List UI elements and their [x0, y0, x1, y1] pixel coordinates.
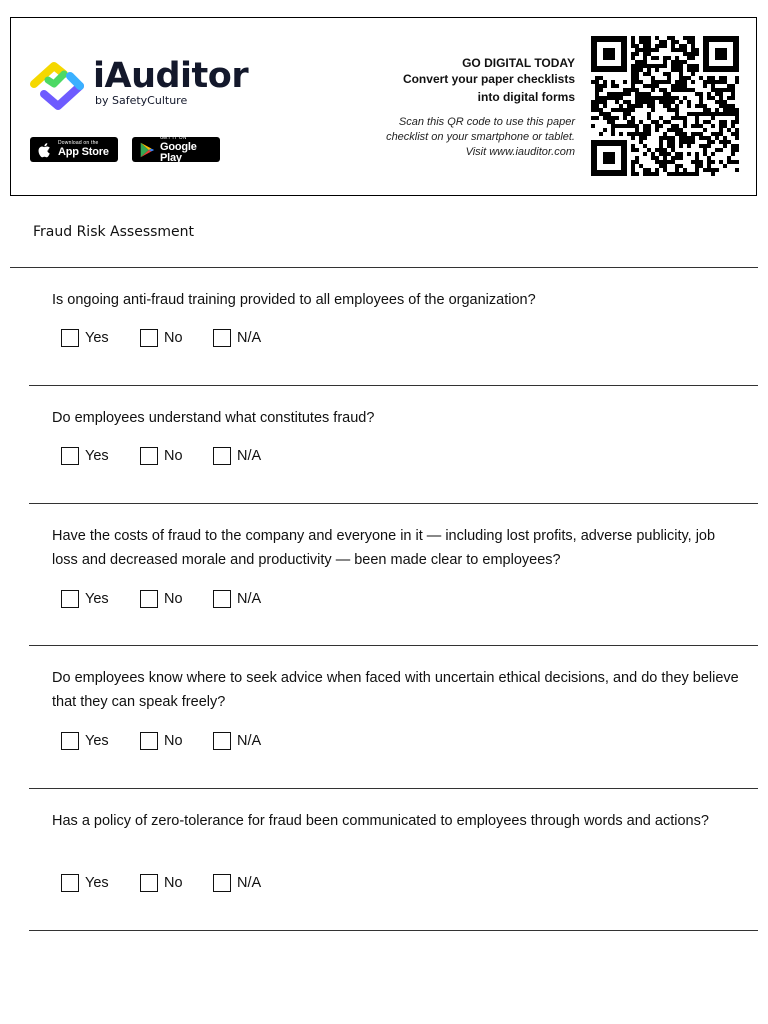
- option-no[interactable]: [140, 874, 213, 892]
- option-no[interactable]: [140, 590, 213, 608]
- option-no-label: No: [164, 875, 183, 891]
- option-na-label: N/A: [237, 448, 262, 464]
- option-yes-label: Yes: [85, 448, 109, 464]
- google-play-icon: [138, 141, 156, 159]
- checkbox-no[interactable]: [140, 732, 158, 750]
- option-no[interactable]: [140, 732, 213, 750]
- checkbox-na[interactable]: [213, 732, 231, 750]
- answer-options: [61, 590, 261, 608]
- checkbox-no[interactable]: [140, 329, 158, 347]
- question-item: [29, 268, 758, 386]
- option-na-label: N/A: [237, 591, 262, 607]
- option-na-label: N/A: [237, 733, 262, 749]
- brand-name: iAuditor: [93, 56, 249, 96]
- apple-icon: [36, 141, 54, 159]
- question-text: Do employees understand what constitutes fraud?: [52, 410, 375, 426]
- checkbox-yes[interactable]: [61, 329, 79, 347]
- option-na[interactable]: [213, 329, 261, 347]
- promo-note: Scan this QR code to use this paper checklist on your smartphone or tablet. Visit www.iauditor.com: [386, 116, 575, 158]
- checkbox-yes[interactable]: [61, 447, 79, 465]
- question-text: Have the costs of fraud to the company and everyone in it — including lost profits, adverse publicity, job loss and decreased morale and productivity — been made clear to employees?: [52, 528, 716, 568]
- document-title: Fraud Risk Assessment: [33, 224, 195, 240]
- option-yes[interactable]: [61, 874, 140, 892]
- checkbox-na[interactable]: [213, 329, 231, 347]
- checkbox-no[interactable]: [140, 590, 158, 608]
- option-na[interactable]: [213, 732, 261, 750]
- option-yes[interactable]: [61, 732, 140, 750]
- question-item: [29, 386, 758, 504]
- google-play-small-text: GET IT ON: [160, 134, 187, 141]
- iauditor-logo-icon: [30, 58, 84, 112]
- checkbox-yes[interactable]: [61, 874, 79, 892]
- answer-options: [61, 329, 261, 347]
- question-item: [29, 504, 758, 646]
- promo-line-2: into digital forms: [477, 90, 575, 104]
- app-store-badge[interactable]: [30, 137, 118, 162]
- option-no-label: No: [164, 330, 183, 346]
- question-item: [29, 646, 758, 789]
- google-play-badge[interactable]: [132, 134, 220, 164]
- option-yes-label: Yes: [85, 591, 109, 607]
- option-na[interactable]: [213, 590, 261, 608]
- question-item: [29, 789, 758, 931]
- option-yes[interactable]: [61, 590, 140, 608]
- option-na[interactable]: [213, 874, 261, 892]
- promo-header: [10, 17, 757, 196]
- option-no-label: No: [164, 448, 183, 464]
- checkbox-yes[interactable]: [61, 590, 79, 608]
- option-na-label: N/A: [237, 875, 262, 891]
- checkbox-na[interactable]: [213, 447, 231, 465]
- promo-line-1: Convert your paper checklists: [402, 72, 575, 86]
- option-na-label: N/A: [237, 330, 262, 346]
- option-yes[interactable]: [61, 329, 140, 347]
- checkbox-no[interactable]: [140, 447, 158, 465]
- question-text: Do employees know where to seek advice when faced with uncertain ethical decisions, and do they believe that they can speak freely?: [52, 670, 739, 710]
- question-text: Has a policy of zero-tolerance for fraud been communicated to employees through words and actions?: [52, 813, 709, 829]
- question-text: Is ongoing anti-fraud training provided to all employees of the organization?: [52, 292, 536, 308]
- option-no-label: No: [164, 733, 183, 749]
- checkbox-no[interactable]: [140, 874, 158, 892]
- promo-heading: GO DIGITAL TODAY: [462, 56, 575, 70]
- option-no[interactable]: [140, 447, 213, 465]
- app-store-small-text: Download on the: [58, 140, 99, 146]
- option-na[interactable]: [213, 447, 261, 465]
- checkbox-yes[interactable]: [61, 732, 79, 750]
- answer-options: [61, 874, 261, 892]
- option-yes-label: Yes: [85, 330, 109, 346]
- app-store-label: App Store: [58, 146, 109, 158]
- option-no-label: No: [164, 591, 183, 607]
- option-yes-label: Yes: [85, 875, 109, 891]
- option-yes[interactable]: [61, 447, 140, 465]
- brand-subtitle: by SafetyCulture: [95, 94, 188, 107]
- answer-options: [61, 732, 261, 750]
- checkbox-na[interactable]: [213, 874, 231, 892]
- option-no[interactable]: [140, 329, 213, 347]
- option-yes-label: Yes: [85, 733, 109, 749]
- qr-code-icon[interactable]: [591, 36, 739, 176]
- google-play-label: Google Play: [160, 140, 197, 164]
- checkbox-na[interactable]: [213, 590, 231, 608]
- answer-options: [61, 447, 261, 465]
